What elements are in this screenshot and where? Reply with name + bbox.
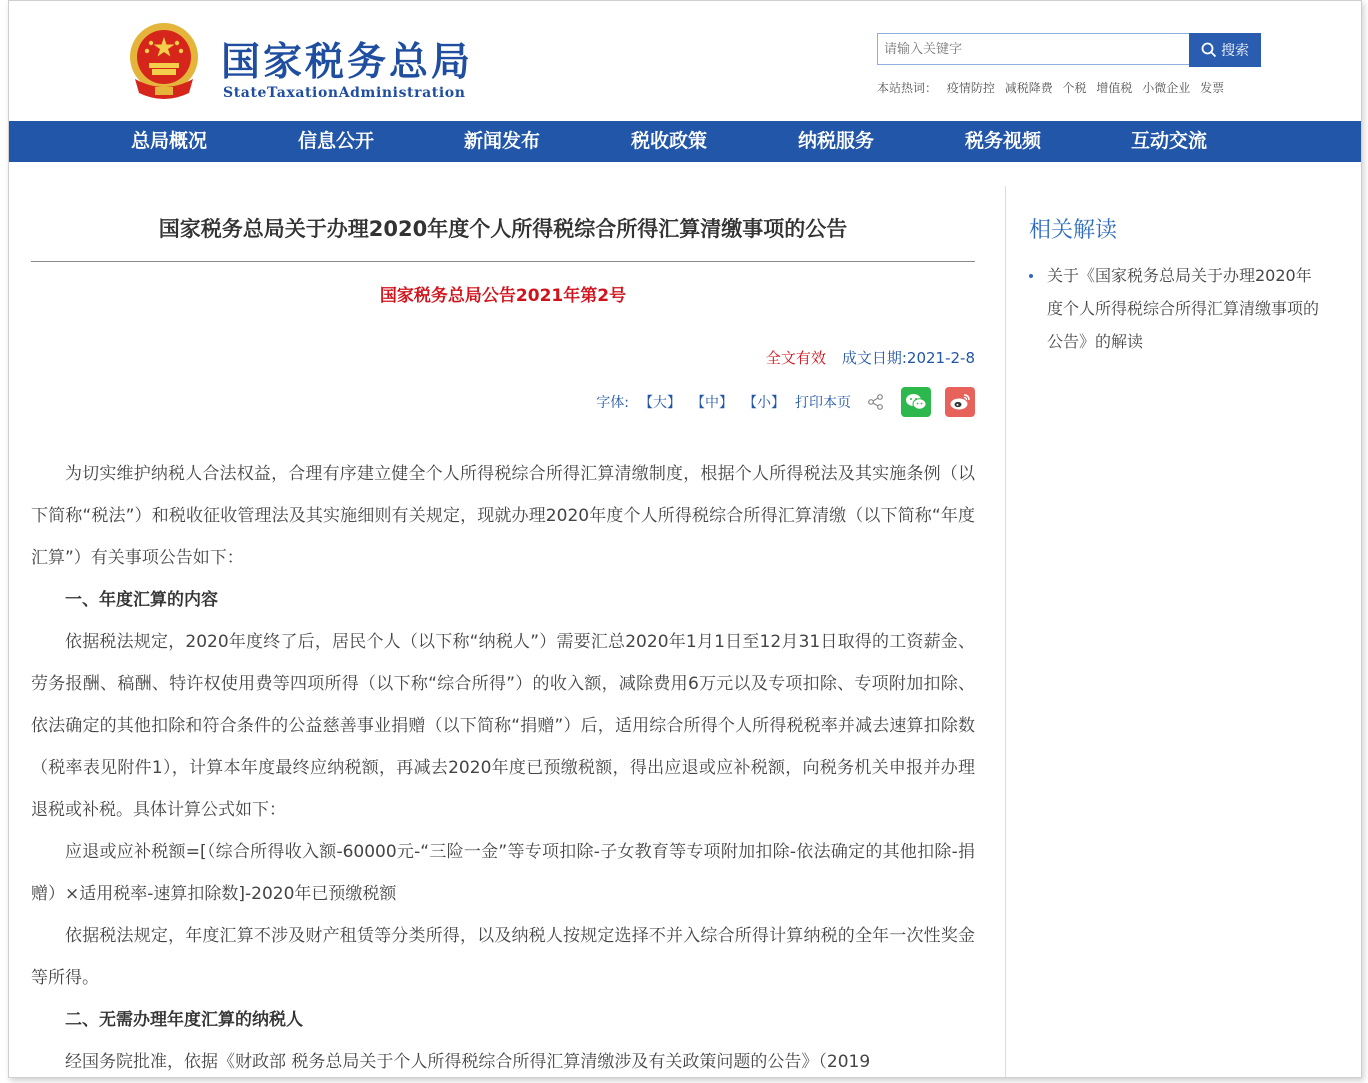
hot-word-link[interactable]: 疫情防控 <box>946 81 995 95</box>
hot-words-label: 本站热词： <box>877 81 938 95</box>
validity-status: 全文有效 <box>765 349 826 367</box>
browser-page <box>8 0 1362 1078</box>
weibo-share-icon[interactable] <box>945 387 975 417</box>
issue-date: 成文日期:2021-2-8 <box>841 349 975 367</box>
section-heading: 一、年度汇算的内容 <box>65 590 218 610</box>
nav-item-disclosure[interactable]: 信息公开 <box>298 130 375 152</box>
section-heading: 二、无需办理年度汇算的纳税人 <box>65 1010 303 1030</box>
hot-word-link[interactable]: 发票 <box>1200 81 1225 95</box>
wechat-share-icon[interactable] <box>901 387 931 417</box>
site-logo-subtitle: StateTaxationAdministration <box>223 85 466 101</box>
search-button-label: 搜索 <box>1221 43 1249 59</box>
bullet-icon <box>1029 274 1033 278</box>
search-input[interactable] <box>877 33 1189 65</box>
article-tools <box>31 385 975 419</box>
document-number: 国家税务总局公告2021年第2号 <box>379 286 627 306</box>
related-list <box>1029 259 1319 358</box>
nav-item-tax-policy[interactable]: 税收政策 <box>631 130 708 152</box>
hot-words <box>877 79 1230 96</box>
font-size-medium-button[interactable]: 【中】 <box>691 395 733 411</box>
related-item-link[interactable] <box>1029 259 1319 358</box>
nav-item-overview[interactable]: 总局概况 <box>131 130 208 152</box>
site-logo-title[interactable]: 国家税务总局 <box>221 40 474 85</box>
nav-item-news[interactable]: 新闻发布 <box>464 130 541 152</box>
hot-word-link[interactable]: 个税 <box>1062 81 1087 95</box>
font-size-label: 字体: <box>596 395 629 411</box>
related-item-label: 关于《国家税务总局关于办理2020年度个人所得税综合所得汇算清缴事项的公告》的解读 <box>1047 266 1320 351</box>
print-button[interactable]: 打印本页 <box>795 395 851 411</box>
article-paragraph: 依据税法规定，2020年度终了后，居民个人（以下称“纳税人”）需要汇总2020年1月1日至12月31日取得的工资薪金、劳务报酬、稿酬、特许权使用费等四项所得（以下称“综合所得”）的收入额，减除费用6万元以及专项扣除、专项附加扣除、依法确定的其他扣除和符合条件的公益慈善事业捐赠（以下简称“捐赠”）后，适用综合所得个人所得税税率并减去速算扣除数（税率表见附件1），计算本年度最终应纳税额，再减去2020年度已预缴税额，得出应退或应补税额，向税务机关申报并办理退税或补税。具体计算公式如下： <box>31 632 975 820</box>
nav-item-interaction[interactable]: 互动交流 <box>1131 130 1208 152</box>
article-title: 国家税务总局关于办理2020年度个人所得税综合所得汇算清缴事项的公告 <box>158 217 848 241</box>
article-paragraph: 应退或应补税额=[（综合所得收入额-60000元-“三险一金”等专项扣除-子女教育等专项附加扣除-依法确定的其他扣除-捐赠）×适用税率-速算扣除数]-2020年已预缴税额 <box>31 842 975 904</box>
nav-item-video[interactable]: 税务视频 <box>965 130 1042 152</box>
main-nav <box>9 121 1361 162</box>
sidebar-divider <box>1005 186 1006 1078</box>
article-body <box>31 453 975 1078</box>
title-divider <box>31 261 975 262</box>
sidebar-title: 相关解读 <box>1029 218 1118 243</box>
font-size-large-button[interactable]: 【大】 <box>639 395 681 411</box>
article-paragraph: 经国务院批准，依据《财政部 税务总局关于个人所得税综合所得汇算清缴涉及有关政策问题的公告》（2019 <box>65 1052 871 1072</box>
search-button[interactable] <box>1189 33 1261 67</box>
national-emblem-icon <box>125 21 203 103</box>
article-paragraph: 依据税法规定，年度汇算不涉及财产租赁等分类所得，以及纳税人按规定选择不并入综合所得计算纳税的全年一次性奖金等所得。 <box>31 926 975 988</box>
search-icon <box>1201 42 1217 58</box>
share-icon[interactable] <box>867 393 885 411</box>
hot-word-link[interactable]: 增值税 <box>1096 81 1133 95</box>
font-size-small-button[interactable]: 【小】 <box>743 395 785 411</box>
hot-word-link[interactable]: 小微企业 <box>1142 81 1191 95</box>
article-paragraph: 为切实维护纳税人合法权益，合理有序建立健全个人所得税综合所得汇算清缴制度，根据个人所得税法及其实施条例（以下简称“税法”）和税收征收管理法及其实施细则有关规定，现就办理2020年度个人所得税综合所得汇算清缴（以下简称“年度汇算”）有关事项公告如下： <box>31 464 975 568</box>
site-header <box>9 1 1361 121</box>
document-status-row <box>31 347 975 368</box>
nav-item-taxpayer-service[interactable]: 纳税服务 <box>798 130 875 152</box>
search-box <box>877 33 1261 67</box>
hot-word-link[interactable]: 减税降费 <box>1004 81 1053 95</box>
